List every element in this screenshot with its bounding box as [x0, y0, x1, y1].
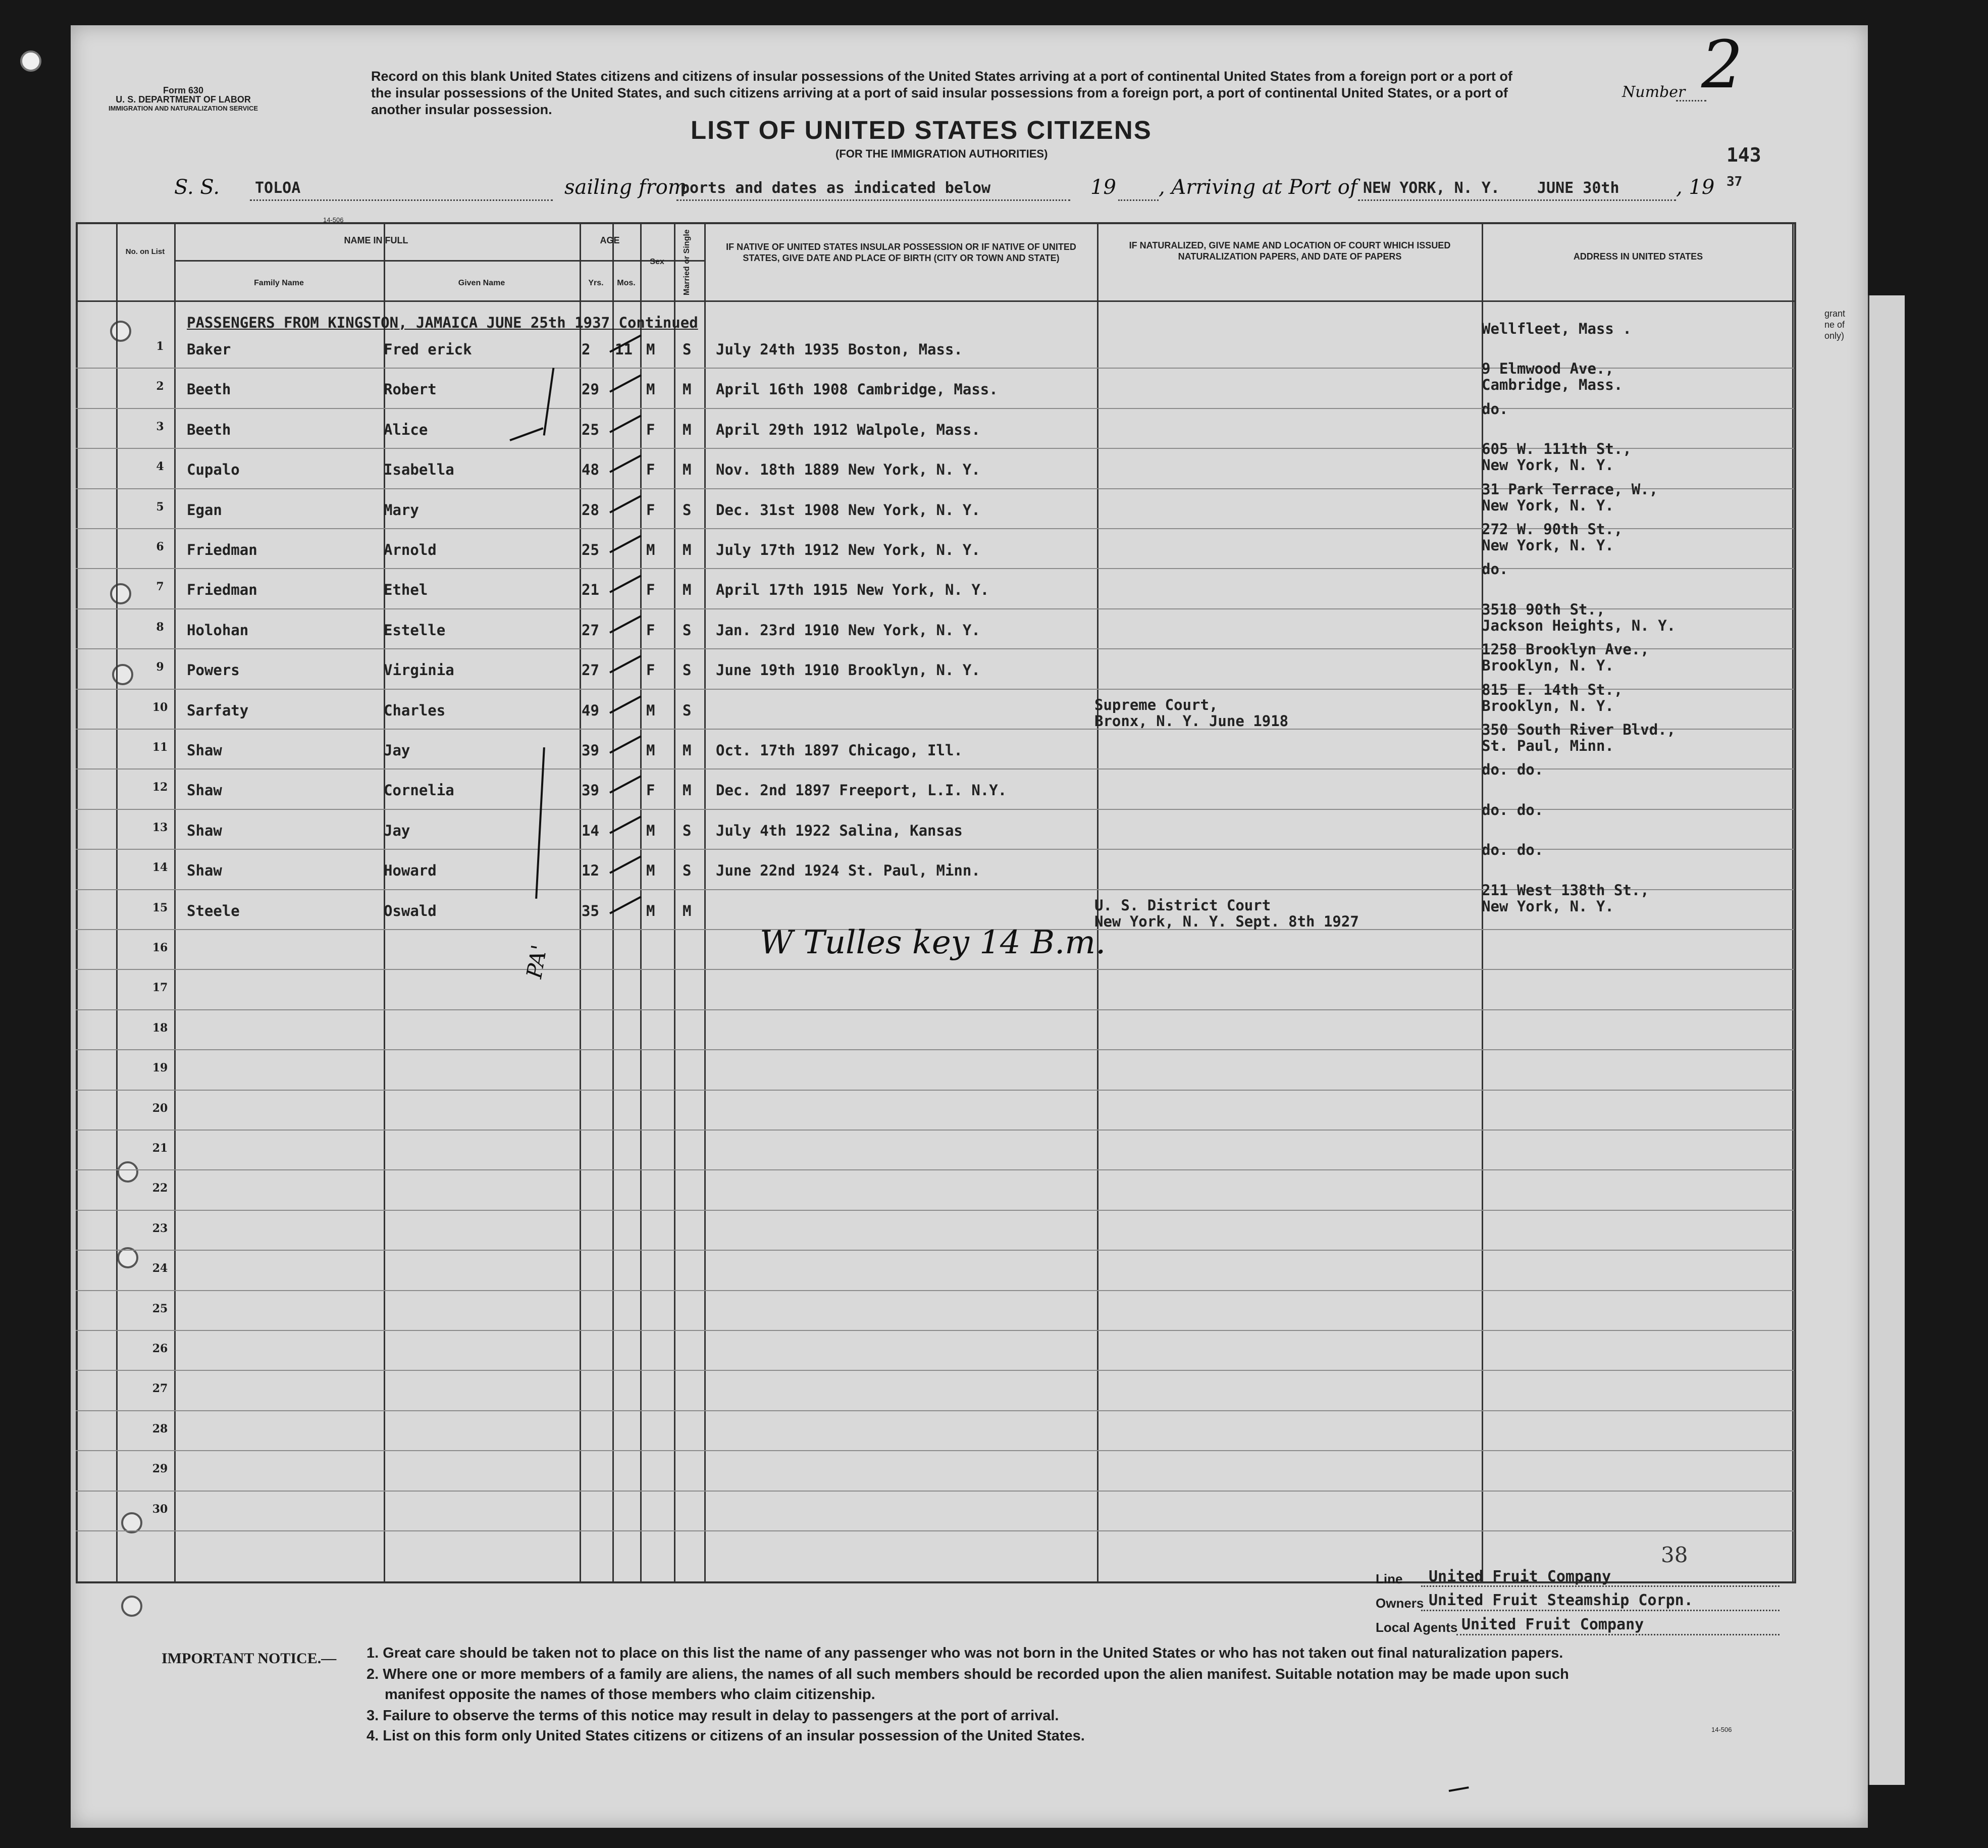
- row-rule: [76, 1130, 1794, 1131]
- handwritten-annotation: W Tulles key 14 B.m.: [760, 924, 1106, 961]
- important-notice-heading: IMPORTANT NOTICE.—: [162, 1650, 337, 1667]
- sex: M: [646, 902, 655, 919]
- list-number: 2: [1701, 26, 1743, 103]
- column-rule: [1792, 222, 1794, 1581]
- arrival-date: JUNE 30th: [1537, 179, 1619, 197]
- line-number: 23: [152, 1221, 168, 1235]
- age-years: 39: [582, 782, 599, 799]
- row-rule: [76, 969, 1794, 970]
- sex: F: [646, 501, 655, 519]
- family-name: Friedman: [187, 541, 257, 558]
- row-rule: [76, 1210, 1794, 1211]
- marital-status: M: [683, 782, 692, 799]
- us-address: Cambridge, Mass.: [1482, 376, 1623, 394]
- age-years: 27: [582, 621, 599, 639]
- sex: M: [646, 381, 655, 398]
- marital-status: M: [683, 742, 692, 759]
- birth-date-place: April 17th 1915 New York, N. Y.: [716, 581, 989, 599]
- age-years: 29: [582, 381, 599, 398]
- family-name: Friedman: [187, 581, 257, 599]
- us-address: St. Paul, Minn.: [1482, 737, 1614, 754]
- given-name: Charles: [384, 701, 446, 719]
- marital-status: S: [683, 862, 692, 880]
- family-name: Beeth: [187, 381, 231, 398]
- col-header-name-in-full: NAME IN FULL: [344, 235, 408, 245]
- port-underline: [1358, 199, 1676, 201]
- sailing-underline: [676, 199, 1070, 201]
- col-header-no: No. on List: [125, 247, 165, 256]
- birth-date-place: Nov. 18th 1889 New York, N. Y.: [716, 461, 980, 479]
- line-number: 14: [152, 861, 168, 875]
- marital-status: S: [683, 341, 692, 358]
- us-address: 9 Elmwood Ave.,: [1482, 360, 1614, 378]
- given-name: Virginia: [384, 661, 454, 679]
- birth-date-place: July 17th 1912 New York, N. Y.: [716, 541, 980, 558]
- page-number: 143: [1727, 144, 1761, 166]
- marital-status: M: [683, 461, 692, 479]
- line-number: 18: [152, 1021, 168, 1035]
- us-address: 211 West 138th St.,: [1482, 881, 1649, 899]
- age-months: 11: [615, 341, 633, 358]
- age-years: 2: [582, 341, 591, 358]
- line-number: 13: [152, 820, 168, 834]
- us-address: Jackson Heights, N. Y.: [1482, 617, 1676, 634]
- age-years: 49: [582, 701, 599, 719]
- owners-value: United Fruit Steamship Corpn.: [1429, 1592, 1693, 1609]
- family-name: Holohan: [187, 621, 249, 639]
- row-rule: [76, 1410, 1794, 1411]
- naturalization-court: Supreme Court,: [1094, 696, 1218, 713]
- birth-date-place: June 22nd 1924 St. Paul, Minn.: [716, 862, 980, 880]
- age-years: 48: [582, 461, 599, 479]
- name-age-subrule: [174, 260, 704, 262]
- line-number: 15: [152, 901, 168, 914]
- line-number: 4: [156, 460, 164, 474]
- us-address: do. do.: [1482, 841, 1544, 859]
- year-underline: [1118, 199, 1159, 201]
- form-code: 14-506: [323, 216, 344, 224]
- line-number: 8: [156, 620, 164, 634]
- age-years: 21: [582, 581, 599, 599]
- line-number: 30: [152, 1502, 168, 1516]
- age-years: 28: [582, 501, 599, 519]
- col-header-given-name: Given Name: [458, 279, 505, 287]
- agents-value: United Fruit Company: [1461, 1616, 1644, 1633]
- us-address: 272 W. 90th St.,: [1482, 521, 1623, 538]
- line-number: 1: [156, 340, 164, 353]
- marital-status: S: [683, 501, 692, 519]
- row-rule: [76, 1169, 1794, 1170]
- row-rule: [76, 1450, 1794, 1451]
- family-name: Shaw: [187, 782, 222, 799]
- column-rule: [640, 222, 642, 1581]
- line-label: Line: [1376, 1571, 1403, 1586]
- sex: F: [646, 661, 655, 679]
- column-rule: [612, 222, 614, 1581]
- given-name: Arnold: [384, 541, 437, 558]
- marital-status: M: [683, 421, 692, 438]
- marital-status: M: [683, 581, 692, 599]
- marital-status: M: [683, 541, 692, 558]
- marital-status: S: [683, 822, 692, 839]
- column-rule: [580, 222, 581, 1581]
- adjacent-page-text: grant ne of only): [1824, 309, 1846, 341]
- sailing-label: sailing from: [564, 176, 687, 199]
- us-address: New York, N. Y.: [1482, 537, 1614, 554]
- notice-item: 2. Where one or more members of a family are aliens, the names of all such members should be recorded upon the alien manifest. Suitable notation may be made upon such: [367, 1666, 1569, 1682]
- arrival-year-label: , 19: [1676, 176, 1715, 199]
- column-rule: [674, 222, 675, 1581]
- line-number: 11: [152, 741, 168, 754]
- notice-item: manifest opposite the names of those members who claim citizenship.: [385, 1686, 875, 1703]
- line-number: 6: [156, 540, 164, 553]
- line-number: 2: [156, 380, 164, 393]
- birth-date-place: April 16th 1908 Cambridge, Mass.: [716, 381, 998, 398]
- us-address: New York, N. Y.: [1482, 496, 1614, 514]
- us-address: Wellfleet, Mass .: [1482, 320, 1632, 337]
- birth-date-place: Oct. 17th 1897 Chicago, Ill.: [716, 742, 963, 759]
- marital-status: S: [683, 701, 692, 719]
- sex: F: [646, 621, 655, 639]
- us-address: do. do.: [1482, 761, 1544, 779]
- given-name: Fred erick: [384, 341, 472, 358]
- row-rule: [76, 1090, 1794, 1091]
- us-address: Brooklyn, N. Y.: [1482, 657, 1614, 675]
- naturalization-court: Bronx, N. Y. June 1918: [1094, 712, 1289, 730]
- row-rule: [76, 1049, 1794, 1050]
- family-name: Beeth: [187, 421, 231, 438]
- col-header-yrs: Yrs.: [588, 279, 604, 287]
- family-name: Baker: [187, 341, 231, 358]
- ss-label: S. S.: [174, 176, 220, 199]
- row-rule: [76, 1250, 1794, 1251]
- col-header-sex: Sex: [650, 258, 664, 266]
- line-number: 27: [152, 1382, 168, 1396]
- us-address: do. do.: [1482, 801, 1544, 818]
- notice-item: 1. Great care should be taken not to place on this list the name of any passenger who was not born in the United States or who has not taken out final naturalization papers.: [367, 1645, 1563, 1661]
- age-years: 39: [582, 742, 599, 759]
- birth-date-place: July 4th 1922 Salina, Kansas: [716, 822, 963, 839]
- given-name: Howard: [384, 862, 437, 880]
- family-name: Powers: [187, 661, 240, 679]
- given-name: Jay: [384, 742, 410, 759]
- col-header-naturalized: IF NATURALIZED, GIVE NAME AND LOCATION OF COURT WHICH ISSUED NATURALIZATION PAPERS, AND DATE OF PAPERS: [1129, 240, 1451, 262]
- sex: M: [646, 341, 655, 358]
- line-number: 17: [152, 981, 168, 995]
- col-header-address: ADDRESS IN UNITED STATES: [1573, 251, 1703, 262]
- given-name: Oswald: [384, 902, 437, 919]
- handwritten-initials: PA': [521, 943, 552, 981]
- us-address: do.: [1482, 400, 1508, 418]
- sex: M: [646, 822, 655, 839]
- binder-hole: [20, 50, 41, 72]
- row-rule: [76, 1530, 1794, 1531]
- line-number: 29: [152, 1462, 168, 1476]
- us-address: New York, N. Y.: [1482, 456, 1614, 474]
- birth-date-place: Dec. 2nd 1897 Freeport, L.I. N.Y.: [716, 782, 1007, 799]
- marital-status: S: [683, 621, 692, 639]
- given-name: Isabella: [384, 461, 454, 479]
- age-years: 12: [582, 862, 599, 880]
- given-name: Estelle: [384, 621, 446, 639]
- ship-underline: [250, 199, 553, 201]
- birth-date-place: April 29th 1912 Walpole, Mass.: [716, 421, 980, 438]
- adjacent-page-strip: [1868, 295, 1905, 1785]
- birth-date-place: June 19th 1910 Brooklyn, N. Y.: [716, 661, 980, 679]
- family-name: Steele: [187, 902, 240, 919]
- line-number: 7: [156, 580, 164, 594]
- line-number: 5: [156, 500, 164, 514]
- given-name: Mary: [384, 501, 419, 519]
- col-header-birth: IF NATIVE OF UNITED STATES INSULAR POSSESSION OR IF NATIVE OF UNITED STATES, GIVE DATE AND PLACE OF BIRTH (CITY OR TOWN AND STATE): [726, 242, 1076, 263]
- family-name: Cupalo: [187, 461, 240, 479]
- notice-item: 4. List on this form only United States citizens or citizens of an insular possession of the United States.: [367, 1728, 1085, 1744]
- us-address: 3518 90th St.,: [1482, 600, 1605, 618]
- col-header-married-single: Married or Single: [683, 229, 691, 295]
- age-years: 25: [582, 541, 599, 558]
- us-address: do.: [1482, 560, 1508, 578]
- column-rule: [116, 222, 118, 1581]
- marital-status: S: [683, 661, 692, 679]
- row-rule: [76, 1009, 1794, 1010]
- notice-item: 3. Failure to observe the terms of this notice may result in delay to passengers at the port of arrival.: [367, 1708, 1059, 1724]
- line-number: 9: [156, 660, 164, 674]
- given-name: Jay: [384, 822, 410, 839]
- marital-status: M: [683, 381, 692, 398]
- arrival-year: 37: [1727, 174, 1743, 189]
- arriving-label: , Arriving at Port of: [1159, 176, 1357, 199]
- line-number: 24: [152, 1262, 168, 1275]
- sex: F: [646, 581, 655, 599]
- line-number: 26: [152, 1342, 168, 1355]
- owners-underline: [1421, 1610, 1780, 1611]
- arrival-port: NEW YORK, N. Y.: [1363, 179, 1500, 197]
- owners-label: Owners: [1376, 1596, 1424, 1611]
- naturalization-court: U. S. District Court: [1094, 896, 1271, 914]
- footer-form-code: 14-506: [1711, 1726, 1732, 1733]
- agents-underline: [1456, 1634, 1780, 1635]
- line-number: 12: [152, 781, 168, 794]
- header-rule: [76, 300, 1794, 302]
- us-address: 1258 Brooklyn Ave.,: [1482, 641, 1649, 658]
- line-number: 16: [152, 941, 168, 954]
- family-name: Shaw: [187, 862, 222, 880]
- year-label: 19: [1090, 176, 1116, 199]
- sex: F: [646, 782, 655, 799]
- given-name: Cornelia: [384, 782, 454, 799]
- ship-name: TOLOA: [255, 179, 301, 197]
- sex: M: [646, 742, 655, 759]
- number-label: Number: [1622, 83, 1686, 101]
- sheet-count: 38: [1661, 1543, 1688, 1567]
- naturalization-court: New York, N. Y. Sept. 8th 1927: [1094, 912, 1359, 930]
- col-header-age: AGE: [600, 235, 620, 245]
- sex: F: [646, 461, 655, 479]
- family-name: Shaw: [187, 822, 222, 839]
- line-number: 10: [152, 700, 168, 714]
- row-rule: [76, 408, 1794, 409]
- row-rule: [76, 1491, 1794, 1492]
- us-address: 815 E. 14th St.,: [1482, 681, 1623, 698]
- line-number: 21: [152, 1142, 168, 1155]
- given-name: Robert: [384, 381, 437, 398]
- binder-hole: [121, 1596, 142, 1617]
- birth-date-place: Jan. 23rd 1910 New York, N. Y.: [716, 621, 980, 639]
- line-number: 19: [152, 1061, 168, 1075]
- age-years: 14: [582, 822, 599, 839]
- line-number: 22: [152, 1182, 168, 1195]
- row-rule: [76, 1370, 1794, 1371]
- section-heading: PASSENGERS FROM KINGSTON, JAMAICA JUNE 25th 1937 Continued: [187, 314, 698, 331]
- line-number: 28: [152, 1422, 168, 1435]
- sex: M: [646, 701, 655, 719]
- page-title: LIST OF UNITED STATES CITIZENS: [691, 116, 1152, 144]
- line-underline: [1421, 1585, 1780, 1587]
- birth-date-place: Dec. 31st 1908 New York, N. Y.: [716, 501, 980, 519]
- birth-date-place: July 24th 1935 Boston, Mass.: [716, 341, 963, 358]
- line-value: United Fruit Company: [1429, 1568, 1611, 1585]
- page-subtitle: (FOR THE IMMIGRATION AUTHORITIES): [835, 147, 1048, 160]
- us-address: 605 W. 111th St.,: [1482, 440, 1632, 458]
- col-header-mos: Mos.: [617, 279, 636, 287]
- form-identifier: Form 630 U. S. DEPARTMENT OF LABOR IMMIGRATION AND NATURALIZATION SERVICE: [109, 85, 258, 112]
- age-years: 35: [582, 902, 599, 919]
- age-years: 27: [582, 661, 599, 679]
- family-name: Sarfaty: [187, 701, 249, 719]
- given-name: Alice: [384, 421, 428, 438]
- family-name: Egan: [187, 501, 222, 519]
- sex: M: [646, 862, 655, 880]
- us-address: 31 Park Terrace, W.,: [1482, 480, 1658, 498]
- age-years: 25: [582, 421, 599, 438]
- sex: F: [646, 421, 655, 438]
- row-rule: [76, 1290, 1794, 1291]
- us-address: 350 South River Blvd.,: [1482, 721, 1676, 738]
- line-number: 3: [156, 420, 164, 433]
- family-name: Shaw: [187, 742, 222, 759]
- us-address: Brooklyn, N. Y.: [1482, 697, 1614, 714]
- given-name: Ethel: [384, 581, 428, 599]
- record-instructions: Record on this blank United States citizens and citizens of insular possessions of the United States arriving at a port of continental United States from a foreign port or a port of the insular possessions of the United States, and such citizens arriving at a port of said insular possessions from a foreign port, a port of continental United States, or a port of another insular possession.: [371, 69, 1512, 117]
- sailing-from: ports and dates as indicated below: [681, 179, 991, 197]
- row-rule: [76, 1330, 1794, 1331]
- column-rule: [704, 222, 706, 1581]
- us-address: New York, N. Y.: [1482, 897, 1614, 915]
- agents-label: Local Agents: [1376, 1620, 1458, 1635]
- line-number: 25: [152, 1302, 168, 1315]
- marital-status: M: [683, 902, 692, 919]
- row-rule: [76, 568, 1794, 569]
- sex: M: [646, 541, 655, 558]
- line-number: 20: [152, 1101, 168, 1115]
- col-header-family-name: Family Name: [254, 279, 304, 287]
